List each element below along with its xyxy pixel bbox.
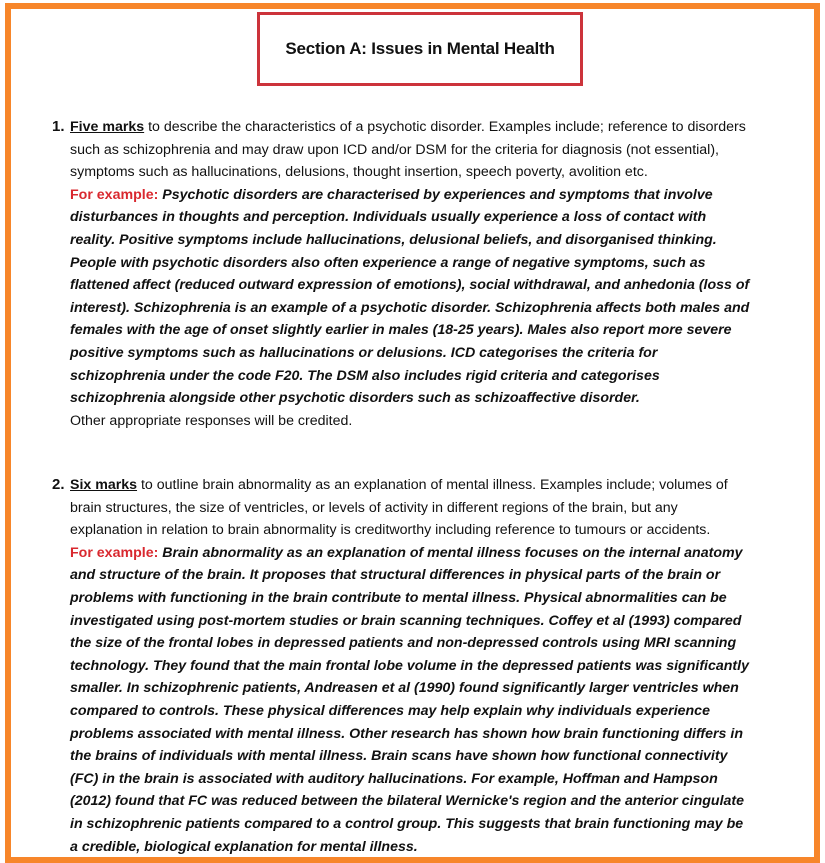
example-answer: Psychotic disorders are characterised by experiences and symptoms that involve disturbances in thoughts and perception. Individuals usually experience a loss of contact with reality. Positive symptoms include hallucinations, delusional beliefs, and disorganised thinking. People with psychotic disorders also often experience a range of negative symptoms, such as flattened affect (reduced outward expression of emotions), social withdrawal, and anhedonia (loss of interest). Schizophrenia is an example of a psychotic disorder. Schizophrenia affects both males and females with the age of onset slightly earlier in males (18-25 years). Males also report more severe positive symptoms such as hallucinations or delusions. ICD categorises the criteria for schizophrenia under the code F20. The DSM also includes rigid criteria and categorises schizophrenia alongside other psychotic disorders such as schizoaffective disorder. [70,186,750,407]
question-prompt: to outline brain abnormality as an explanation of mental illness. Examples include; volumes of brain structures, the size of ventricles, or levels of activity in different regions of the brain, but any explanation in relation to brain abnormality is creditworthy including reference to tumours or accidents. [70,477,728,539]
credit-note: Other appropriate responses will be credited. [70,412,353,429]
example-answer: Brain abnormality as an explanation of mental illness focuses on the internal anatomy and structure of the brain. It proposes that structural differences in physical parts of the brain or problems with functioning in the brain contribute to mental illness. Physical abnormalities can be investigated using post-mortem studies or brain scanning techniques. Coffey et al (1993) compared the size of the frontal lobes in depressed patients and non-depressed controls using MRI scanning technology. They found that the main frontal lobe volume in the depressed patients was significantly smaller. In schizophrenic patients, Andreasen et al (1990) found significantly larger ventricles when compared to controls. These physical differences may help explain why individuals experience problems associated with mental illness. Other research has shown how brain functioning differs in the brains of individuals with mental illness. Brain scans have shown how functional connectivity (FC) in the brain is associated with auditory hallucinations. For example, Hoffman and Hampson (2012) found that FC was reduced between the bilateral Wernicke's region and the anterior cingulate in schizophrenic patients compared to a control group. This suggests that brain functioning may be a credible, biological explanation for mental illness. [70,544,749,855]
section-title: Section A: Issues in Mental Health [285,39,555,58]
question-number: 1. [52,118,65,135]
question-prompt: to describe the characteristics of a psychotic disorder. Examples include; reference to disorders such as schizophrenia and may draw upon ICD and/or DSM for the criteria for diagnosis (not essential), symptoms such as hallucinations, delusions, thought insertion, speech poverty, avolition etc. [70,119,746,181]
example-label: For example: [70,186,159,203]
marks-label: Five marks [70,119,145,135]
question-2 [52,474,752,858]
marks-label: Six marks [70,477,138,493]
question-number: 2. [52,476,65,493]
example-label: For example: [70,544,159,561]
question-body [70,116,752,432]
question-1 [52,116,752,432]
section-title-box [257,12,583,86]
question-body [70,474,752,858]
